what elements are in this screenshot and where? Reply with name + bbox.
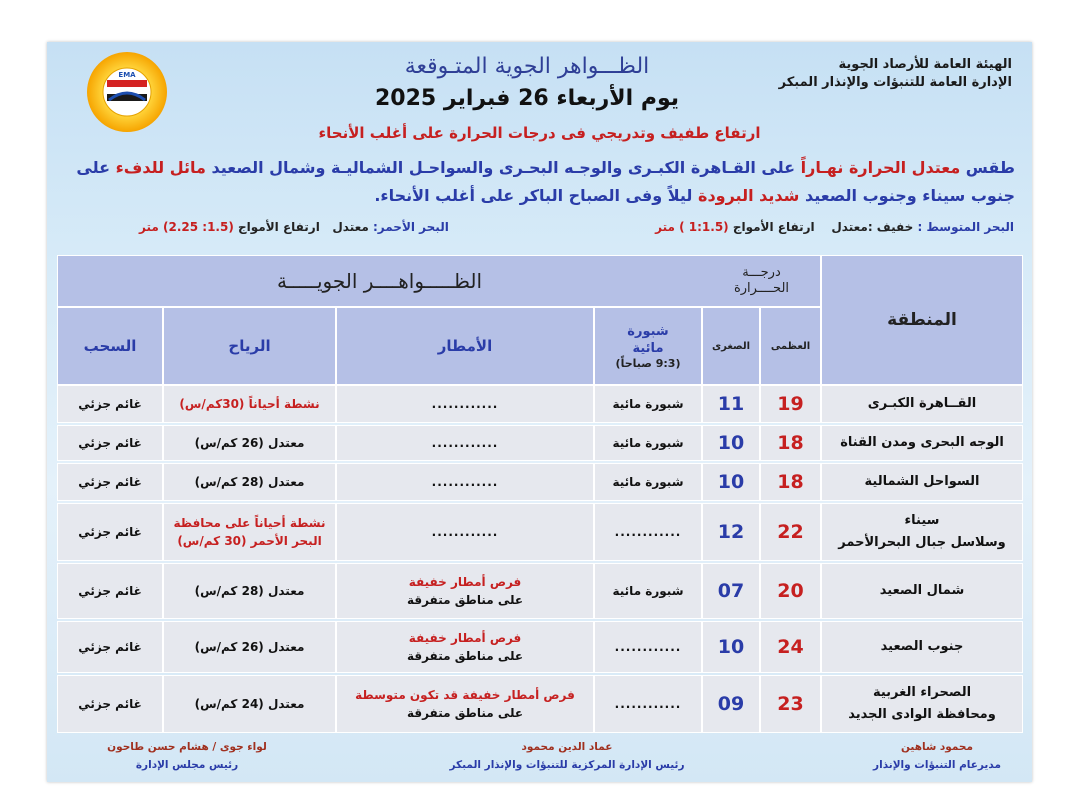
cell-region <box>821 621 1023 673</box>
max-text: 22 <box>777 521 804 543</box>
rain-text: على مناطق متفرقة <box>406 649 524 663</box>
page-title: الظـــواهر الجوية المتـوقعة <box>404 54 650 79</box>
cell-fog <box>594 463 702 501</box>
signature-left-title: رئيس مجلس الإدارة <box>135 759 239 771</box>
rain-text: فرص أمطار خفيفة قد تكون متوسطة <box>355 688 575 702</box>
cell-region <box>821 563 1023 619</box>
cell-max <box>760 563 821 619</box>
cloud-text: غائم جزئي <box>78 697 142 711</box>
max-text: 20 <box>777 580 804 602</box>
min-text: 09 <box>717 693 745 715</box>
region-text: السواحل الشمالية <box>864 474 980 489</box>
sea-med-state: خفيف :معتدل <box>831 220 914 234</box>
fog-time: (9:3 صباحاً) <box>615 356 681 370</box>
signature-center <box>427 738 707 774</box>
signature-center-title: رئيس الإدارة المركزية للتنبؤات والإنذار المبكر <box>449 759 685 771</box>
min-text: 07 <box>717 580 745 602</box>
rain-text: على مناطق متفرقة <box>406 706 524 720</box>
sea-red-label: البحر الأحمر: <box>373 220 449 234</box>
cell-min <box>702 463 760 501</box>
rain-header: الأمطار <box>437 337 493 355</box>
cell-region <box>821 503 1023 561</box>
min-text: 10 <box>717 471 745 493</box>
cell-wind <box>163 563 336 619</box>
fog-text: ............ <box>614 525 682 539</box>
logo-text: EMA <box>118 71 136 79</box>
rain-text: ............ <box>431 525 499 539</box>
wind-text: معتدل (26 كم/س) <box>194 436 305 450</box>
cloud-text: غائم جزئي <box>78 584 142 598</box>
fog-header: شبورة مائية <box>627 323 669 356</box>
max-text: 18 <box>777 471 804 493</box>
max-header: العظمى <box>770 340 811 352</box>
min-text: 12 <box>717 521 745 543</box>
cell-region <box>821 675 1023 733</box>
cell-wind <box>163 503 336 561</box>
cell-max <box>760 675 821 733</box>
signature-right-name: محمود شاهين <box>900 741 974 753</box>
cell-wind <box>163 621 336 673</box>
cell-fog <box>594 503 702 561</box>
fog-text: ............ <box>614 697 682 711</box>
signature-center-name: عماد الدين محمود <box>521 741 613 753</box>
cell-region <box>821 463 1023 501</box>
cloud-text: غائم جزئي <box>78 475 142 489</box>
cell-cloud <box>57 463 163 501</box>
signature-right <box>852 738 1022 774</box>
cell-min <box>702 675 760 733</box>
sea-red-waves-label: ارتفاع الأمواج <box>238 220 320 234</box>
forecast-bulletin <box>47 42 1032 782</box>
wind-text: معتدل (24 كم/س) <box>194 697 305 711</box>
wind-text: نشطة أحياناً (30كم/س) <box>179 397 320 411</box>
cell-max <box>760 425 821 461</box>
cell-fog <box>594 385 702 423</box>
forecast-part-1: طقس <box>965 158 1015 177</box>
cloud-header: السحب <box>83 337 137 355</box>
sea-red-waves: (1.5: 2.25) متر <box>139 220 234 234</box>
cell-region <box>821 385 1023 423</box>
cell-rain <box>336 503 594 561</box>
forecast-part-7: ليلاً وفى الصباح الباكر على أغلب الأنحاء. <box>374 186 693 205</box>
organization <box>712 56 1012 92</box>
org-line-2: الإدارة العامة للتنبؤات والإنذار المبكر <box>778 75 1012 90</box>
cell-fog <box>594 563 702 619</box>
sea-med-label: البحر المتوسط : <box>917 220 1014 234</box>
max-text: 24 <box>777 636 804 658</box>
rain-text: فرص أمطار خفيفة <box>408 631 522 645</box>
sea-med-waves: (1:1.5 ) متر <box>655 220 729 234</box>
fog-text: شبورة مائية <box>612 397 684 411</box>
forecast-text <box>65 154 1015 210</box>
signature-left <box>87 738 287 774</box>
cell-max <box>760 503 821 561</box>
wind-text: معتدل (26 كم/س) <box>194 640 305 654</box>
cell-max <box>760 385 821 423</box>
sea-red-state: معتدل <box>332 220 369 234</box>
min-text: 10 <box>717 636 745 658</box>
cell-cloud <box>57 563 163 619</box>
region-header: المنطقة <box>887 310 957 330</box>
cell-wind <box>163 675 336 733</box>
cell-fog <box>594 621 702 673</box>
max-text: 23 <box>777 693 804 715</box>
fog-text: شبورة مائية <box>612 436 684 450</box>
cell-cloud <box>57 621 163 673</box>
region-text: الصحراء الغربية <box>872 685 972 700</box>
rain-text: ............ <box>431 475 499 489</box>
wind-text: البحر الأحمر (30 كم/س) <box>177 534 322 548</box>
phenomena-header: الظـــــواهــــر الجويـــــة <box>276 269 483 293</box>
cell-rain <box>336 425 594 461</box>
cell-fog <box>594 675 702 733</box>
cell-wind <box>163 385 336 423</box>
cell-cloud <box>57 425 163 461</box>
region-text: سيناء <box>904 513 940 528</box>
sea-med-waves-label: ارتفاع الأمواج <box>732 220 815 234</box>
cell-cloud <box>57 675 163 733</box>
region-text: الوجه البحرى ومدن القناة <box>840 435 1004 450</box>
bulletin-date: يوم الأربعاء 26 فبراير 2025 <box>374 86 680 111</box>
signature-right-title: مديرعام التنبؤات والإنذار <box>873 759 1001 771</box>
headline: ارتفاع طفيف وتدريجي فى درجات الحرارة على أغلب الأنحاء <box>318 124 761 142</box>
cloud-text: غائم جزئي <box>78 397 142 411</box>
cell-fog <box>594 425 702 461</box>
min-text: 11 <box>717 393 745 415</box>
cell-min <box>702 425 760 461</box>
region-text: القــاهرة الكبـرى <box>867 396 977 411</box>
cloud-text: غائم جزئي <box>78 436 142 450</box>
max-text: 18 <box>777 432 804 454</box>
org-line-1: الهيئة العامة للأرصاد الجوية <box>838 57 1012 72</box>
rain-text: ............ <box>431 397 499 411</box>
forecast-part-6: شديد البرودة <box>698 186 800 205</box>
cell-cloud <box>57 385 163 423</box>
cell-rain <box>336 621 594 673</box>
forecast-part-2: معتدل الحرارة نهـاراً <box>800 158 961 177</box>
cell-rain <box>336 463 594 501</box>
cell-cloud <box>57 503 163 561</box>
ema-logo <box>85 50 169 134</box>
cell-wind <box>163 463 336 501</box>
wind-header: الرياح <box>228 337 271 355</box>
fog-text: ............ <box>614 640 682 654</box>
region-text: ومحافظة الوادى الجديد <box>848 707 996 722</box>
fog-text: شبورة مائية <box>612 475 684 489</box>
rain-text: ............ <box>431 436 499 450</box>
cell-min <box>702 503 760 561</box>
cloud-text: غائم جزئي <box>78 525 142 539</box>
cloud-text: غائم جزئي <box>78 640 142 654</box>
min-header: الصغرى <box>711 340 751 352</box>
max-text: 19 <box>777 393 804 415</box>
cell-min <box>702 621 760 673</box>
cell-min <box>702 563 760 619</box>
sea-red <box>139 220 449 234</box>
forecast-part-5: على جنوب سيناء وجنوب الصعيد <box>76 158 1015 205</box>
signature-left-name: لواء جوى / هشام حسن طاحون <box>107 741 267 753</box>
fog-text: شبورة مائية <box>612 584 684 598</box>
min-text: 10 <box>717 432 745 454</box>
cell-wind <box>163 425 336 461</box>
cell-max <box>760 621 821 673</box>
rain-text: فرص أمطار خفيفة <box>408 575 522 589</box>
cell-min <box>702 385 760 423</box>
cell-region <box>821 425 1023 461</box>
region-text: شمال الصعيد <box>879 583 965 598</box>
cell-rain <box>336 675 594 733</box>
region-text: وسلاسل جبال البحرالأحمر <box>838 535 1006 550</box>
forecast-table <box>57 255 1023 733</box>
cell-rain <box>336 385 594 423</box>
wind-text: نشطة أحياناً على محافظة <box>173 516 326 530</box>
wind-text: معتدل (28 كم/س) <box>194 475 305 489</box>
temperature-header: درجـــة الحــــرارة <box>733 265 790 296</box>
forecast-part-4: مائل للدفء <box>115 158 206 177</box>
rain-text: على مناطق متفرقة <box>406 593 524 607</box>
sea-mediterranean <box>655 220 1014 234</box>
cell-rain <box>336 563 594 619</box>
forecast-part-3: على القـاهرة الكبـرى والوجـه البحـرى والسواحـل الشماليـة وشمال الصعيد <box>211 158 796 177</box>
region-text: جنوب الصعيد <box>880 639 964 654</box>
cell-max <box>760 463 821 501</box>
wind-text: معتدل (28 كم/س) <box>194 584 305 598</box>
